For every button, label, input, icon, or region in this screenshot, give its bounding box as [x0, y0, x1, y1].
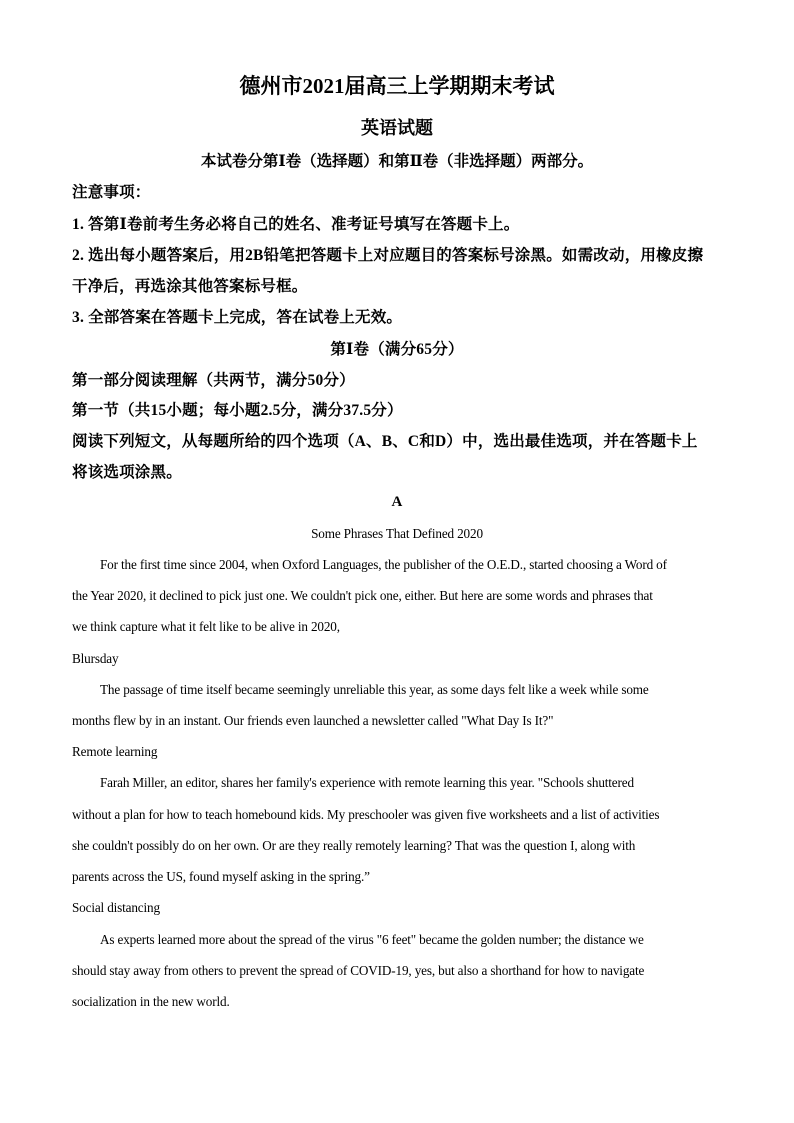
term-remote-learning-heading: Remote learning	[72, 744, 158, 759]
part-title: 第一部分阅读理解（共两节，满分50分）	[72, 372, 355, 389]
intro-line-3: we think capture what it felt like to be alive in 2020,	[72, 619, 340, 634]
passage-letter: A	[391, 494, 403, 510]
intro-line-2: the Year 2020, it declined to pick just one. We couldn't pick one, either. But here are some words and phrases that	[72, 588, 653, 603]
term-blursday-line-1: The passage of time itself became seemingly unreliable this year, as some days felt like a week while some	[100, 682, 649, 697]
instructions-line-1: 阅读下列短文，从每题所给的四个选项（A、B、C和D）中，选出最佳选项，并在答题卡上	[72, 433, 698, 450]
note-item-3: 3. 全部答案在答题卡上完成，答在试卷上无效。	[72, 309, 403, 326]
term-social-distancing-line-3: socialization in the new world.	[72, 994, 230, 1009]
term-social-distancing-line-1: As experts learned more about the spread of the virus "6 feet" became the golden number; the distance we	[100, 932, 644, 947]
notes-heading: 注意事项：	[72, 184, 151, 201]
paper-structure-note: 本试卷分第Ⅰ卷（选择题）和第Ⅱ卷（非选择题）两部分。	[200, 153, 594, 170]
subject-title: 英语试题	[361, 118, 433, 138]
term-remote-learning-line-4: parents across the US, found myself asking in the spring.”	[72, 869, 370, 884]
note-item-2-line-2: 干净后，再选涂其他答案标号框。	[72, 278, 308, 295]
term-remote-learning-line-1: Farah Miller, an editor, shares her family's experience with remote learning this year. "Schools shuttered	[100, 775, 634, 790]
note-item-2-line-1: 2. 选出每小题答案后，用2B铅笔把答题卡上对应题目的答案标号涂黑。如需改动，用橡皮擦	[72, 247, 704, 264]
note-item-1: 1. 答第Ⅰ卷前考生务必将自己的姓名、准考证号填写在答题卡上。	[72, 216, 520, 233]
term-social-distancing-line-2: should stay away from others to prevent the spread of COVID-19, yes, but also a shorthand for how to navigate	[72, 963, 645, 978]
passage-title: Some Phrases That Defined 2020	[311, 526, 483, 541]
term-remote-learning-line-3: she couldn't possibly do on her own. Or are they really remotely learning? That was the question I, along with	[72, 838, 636, 853]
term-blursday-heading: Blursday	[72, 651, 119, 666]
exam-title: 德州市2021届高三上学期期末考试	[239, 74, 555, 98]
term-remote-learning-line-2: without a plan for how to teach homebound kids. My preschooler was given five worksheets and a list of activities	[72, 807, 660, 822]
subsection-title: 第一节（共15小题；每小题2.5分，满分37.5分）	[72, 402, 403, 419]
volume-title: 第Ⅰ卷（满分65分）	[330, 341, 464, 358]
term-blursday-line-2: months flew by in an instant. Our friends even launched a newsletter called "What Day Is It?"	[72, 713, 554, 728]
instructions-line-2: 将该选项涂黑。	[72, 464, 182, 481]
term-social-distancing-heading: Social distancing	[72, 900, 160, 915]
intro-line-1: For the first time since 2004, when Oxford Languages, the publisher of the O.E.D., started choosing a Word of	[100, 557, 667, 572]
